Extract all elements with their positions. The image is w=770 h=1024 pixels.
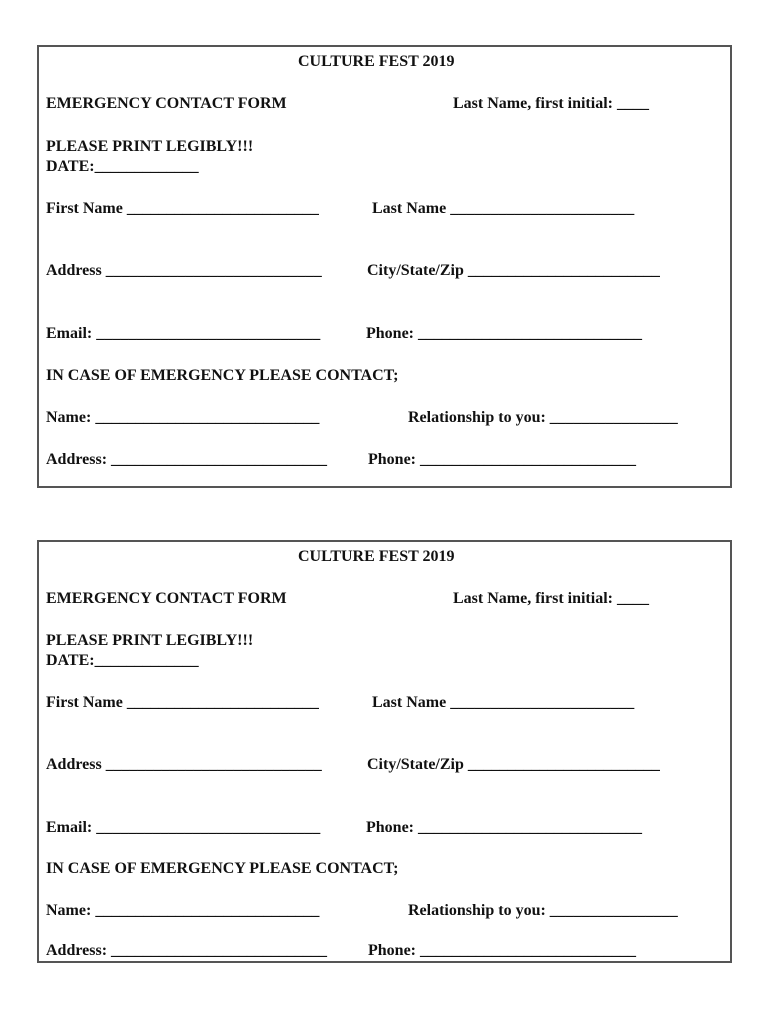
contact-name-field[interactable]: Name: ____________________________ <box>46 902 320 919</box>
contact-name-field[interactable]: Name: ____________________________ <box>46 409 320 426</box>
contact-phone-field[interactable]: Phone: ___________________________ <box>368 451 636 468</box>
date-field[interactable]: DATE:_____________ <box>46 158 199 175</box>
form-title: CULTURE FEST 2019 <box>298 53 455 70</box>
form-name: EMERGENCY CONTACT FORM <box>46 590 287 607</box>
last-name-initial-field[interactable]: Last Name, first initial: ____ <box>453 95 649 112</box>
emergency-contact-form-1 <box>37 45 732 488</box>
form-name: EMERGENCY CONTACT FORM <box>46 95 287 112</box>
date-field[interactable]: DATE:_____________ <box>46 652 199 669</box>
relationship-field[interactable]: Relationship to you: ________________ <box>408 902 678 919</box>
contact-address-field[interactable]: Address: ___________________________ <box>46 451 328 468</box>
first-name-field[interactable]: First Name ________________________ <box>46 694 319 711</box>
print-legibly-note: PLEASE PRINT LEGIBLY!!! <box>46 138 254 155</box>
emergency-contact-form-2 <box>37 540 732 963</box>
first-name-field[interactable]: First Name ________________________ <box>46 200 319 217</box>
print-legibly-note: PLEASE PRINT LEGIBLY!!! <box>46 632 254 649</box>
emergency-heading: IN CASE OF EMERGENCY PLEASE CONTACT; <box>46 860 399 877</box>
last-name-initial-field[interactable]: Last Name, first initial: ____ <box>453 590 649 607</box>
phone-field[interactable]: Phone: ____________________________ <box>366 819 642 836</box>
contact-phone-field[interactable]: Phone: ___________________________ <box>368 942 636 959</box>
last-name-field[interactable]: Last Name _______________________ <box>372 694 635 711</box>
phone-field[interactable]: Phone: ____________________________ <box>366 325 642 342</box>
email-field[interactable]: Email: ____________________________ <box>46 819 321 836</box>
city-state-zip-field[interactable]: City/State/Zip ________________________ <box>367 756 660 773</box>
relationship-field[interactable]: Relationship to you: ________________ <box>408 409 678 426</box>
form-title: CULTURE FEST 2019 <box>298 548 455 565</box>
city-state-zip-field[interactable]: City/State/Zip ________________________ <box>367 262 660 279</box>
email-field[interactable]: Email: ____________________________ <box>46 325 321 342</box>
contact-address-field[interactable]: Address: ___________________________ <box>46 942 328 959</box>
last-name-field[interactable]: Last Name _______________________ <box>372 200 635 217</box>
address-field[interactable]: Address ___________________________ <box>46 262 322 279</box>
emergency-heading: IN CASE OF EMERGENCY PLEASE CONTACT; <box>46 367 399 384</box>
address-field[interactable]: Address ___________________________ <box>46 756 322 773</box>
